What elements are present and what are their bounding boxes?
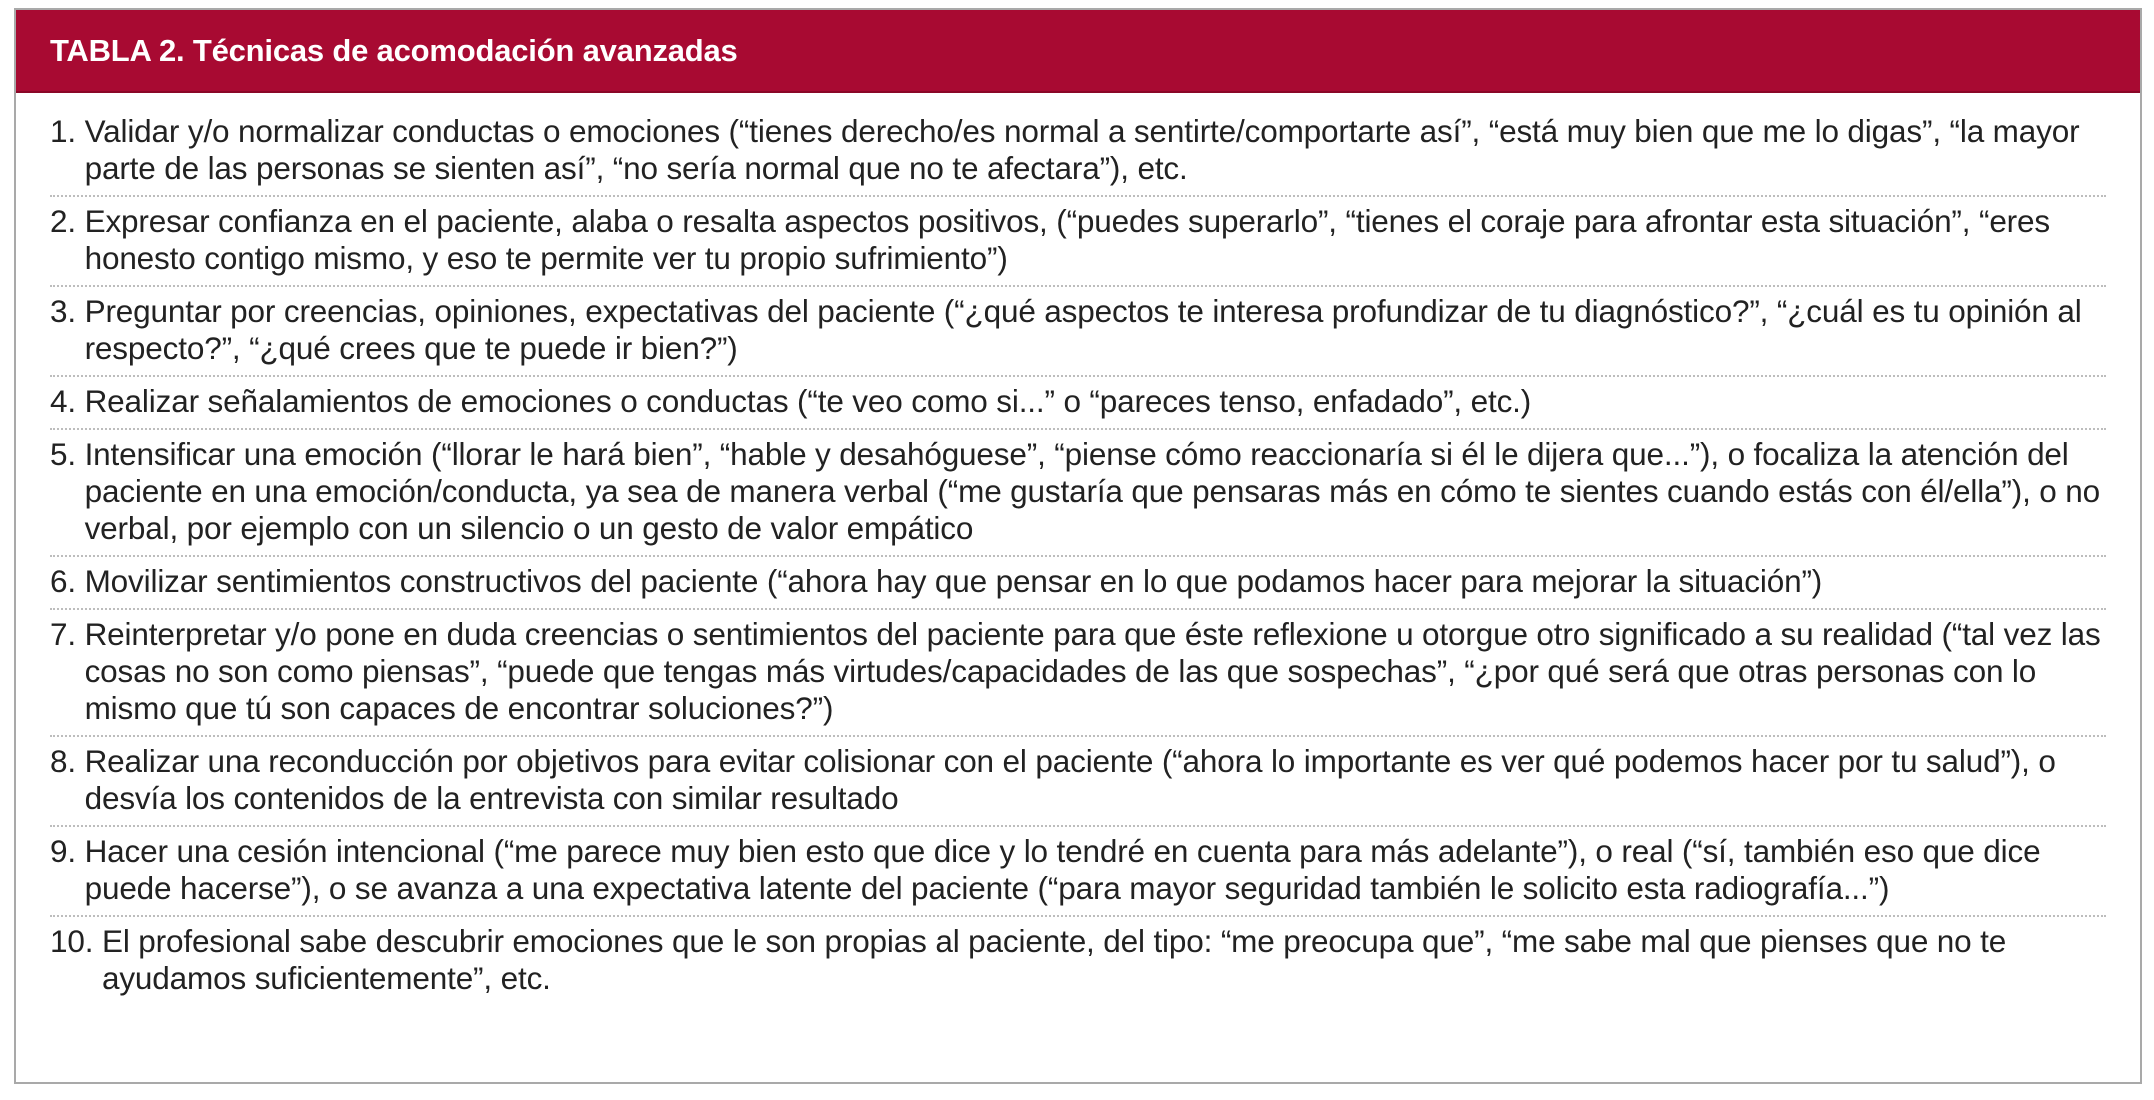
row-text: Intensificar una emoción (“llorar le hará bien”, “hable y desahóguese”, “piense cómo reaccionaría si él le dijera que...”), o focaliza la atención del paciente en una emoción/conducta, ya sea de manera verbal (“me gustaría que pensaras más en cómo te sientes cuando estás con él/ella”), o no verbal, por ejemplo con un silencio o un gesto de valor empático — [84, 436, 2101, 546]
table-row — [50, 737, 2106, 827]
table-row — [50, 377, 2106, 430]
row-text: Preguntar por creencias, opiniones, expectativas del paciente (“¿qué aspectos te interesa profundizar de tu diagnóstico?”, “¿cuál es tu opinión al respecto?”, “¿qué crees que te puede ir bien?”) — [84, 293, 2082, 366]
row-number: 7. — [50, 616, 85, 652]
row-text: Realizar señalamientos de emociones o conductas (“te veo como si...” o “pareces tenso, enfadado”, etc.) — [84, 383, 1532, 419]
row-text: Movilizar sentimientos constructivos del paciente (“ahora hay que pensar en lo que podamos hacer para mejorar la situación”) — [84, 563, 1823, 599]
row-text: Hacer una cesión intencional (“me parece muy bien esto que dice y lo tendré en cuenta para más adelante”), o real (“sí, también eso que dice puede hacerse”), o se avanza a una expectativa latente del paciente (“para mayor seguridad también le solicito esta radiografía...”) — [84, 833, 2041, 906]
table-row — [50, 557, 2106, 610]
table-row — [50, 610, 2106, 737]
row-text: El profesional sabe descubrir emociones que le son propias al paciente, del tipo: “me preocupa que”, “me sabe mal que pienses que no te ayudamos suficientemente”, etc. — [101, 923, 2007, 996]
table-header — [16, 10, 2140, 93]
table-row — [50, 827, 2106, 917]
row-number: 8. — [50, 743, 85, 779]
table-title: TABLA 2. Técnicas de acomodación avanzadas — [50, 32, 738, 68]
techniques-table — [14, 8, 2142, 1084]
row-number: 10. — [50, 923, 102, 959]
row-number: 2. — [50, 203, 85, 239]
table-row — [50, 917, 2106, 1005]
table-row — [50, 430, 2106, 557]
row-text: Validar y/o normalizar conductas o emociones (“tienes derecho/es normal a sentirte/comportarte así”, “está muy bien que me lo digas”, “la mayor parte de las personas se sienten así”, “no sería normal que no te afectara”), etc. — [84, 113, 2080, 186]
table-row — [50, 107, 2106, 197]
row-text: Expresar confianza en el paciente, alaba o resalta aspectos positivos, (“puedes superarlo”, “tienes el coraje para afrontar esta situación”, “eres honesto contigo mismo, y eso te permite ver tu propio sufrimiento”) — [84, 203, 2050, 276]
row-number: 5. — [50, 436, 85, 472]
row-number: 3. — [50, 293, 85, 329]
table-row — [50, 197, 2106, 287]
row-number: 9. — [50, 833, 85, 869]
table-body — [16, 93, 2140, 1005]
row-text: Reinterpretar y/o pone en duda creencias o sentimientos del paciente para que éste reflexione u otorgue otro significado a su realidad (“tal vez las cosas no son como piensas”, “puede que tengas más virtudes/capacidades de las que sospechas”, “¿por qué será que otras personas con lo mismo que tú son capaces de encontrar soluciones?”) — [84, 616, 2101, 726]
table-row — [50, 287, 2106, 377]
row-number: 1. — [50, 113, 85, 149]
row-number: 6. — [50, 563, 85, 599]
row-number: 4. — [50, 383, 85, 419]
row-text: Realizar una reconducción por objetivos para evitar colisionar con el paciente (“ahora lo importante es ver qué podemos hacer por tu salud”), o desvía los contenidos de la entrevista con similar resultado — [84, 743, 2056, 816]
